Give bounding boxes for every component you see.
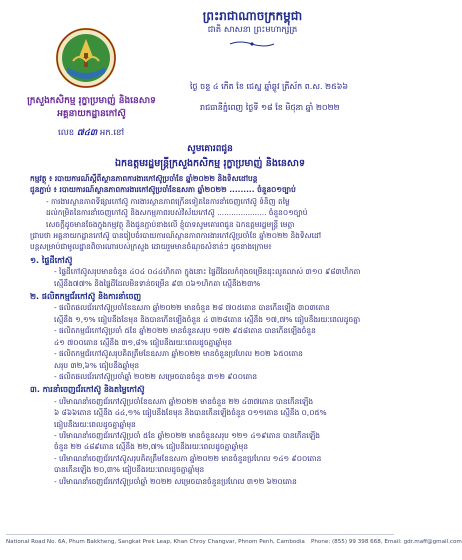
kingdom-header [150, 8, 355, 36]
body-line: - ការងារស្ថានភាពទីផ្សារកៅស៊ូ ការងារស្ថានភាពក្រើនទៀតនៃការនាំចេញកៅស៊ូ ទំនិញ តម្លៃ [46, 196, 290, 206]
footer-contact: Phone: (855) 99 398 668, Email: gdr.maff@gmail.com [311, 539, 462, 545]
kingdom-motto: ជាតិ សាសនា ព្រះមហាក្សត្រ [207, 25, 298, 35]
body-line: ធៀបនឹងរយៈពេលដូចគ្នាឆ្នាំមុន [54, 419, 136, 429]
body-line: ជ្រាបថា អគ្គនាយកដ្ឋានកៅស៊ូ បានរៀបចំរបាយការណ៍ស្ថានភាពការងារកៅស៊ូប្រចាំខែ ឆ្នាំ២០២២ និងទិសដៅ [30, 231, 321, 241]
ministry-emblem-icon [55, 27, 117, 89]
doc-number-prefix: លេខ [58, 128, 75, 138]
body-line: សេចក្តីដូចមានចែងក្នុងកម្មវត្ថុ និងជូនភ្ជាប់ខាងលើ ខ្ញុំបាទសូមគោរពជូន ឯកឧត្តមរដ្ឋមន្ត្រី មេត្តា [46, 219, 295, 229]
lunar-date-line: ថ្ងៃ ចន្ទ ៤ កើត ខែ ជេស្ឋ ឆ្នាំឆ្លូវ ត្រីស័ក ព.ស. ២៥៦៦ [190, 82, 349, 91]
body-line: ជូនភ្ជាប់ ៖ របាយការណ៍ស្ថានភាពការងារកៅស៊ូប្រចាំខែឧសភា ឆ្នាំ២០២២ ......... ចំនួន០១ច្បាប់ [30, 185, 296, 195]
body-line: ស្មើនឹង ១,១% ធៀបនឹងខែមុន និងបានកើនឡើងចំនួន ៤ ៣២៨តោន ស្មើនឹង ១៧,៧% ធៀបនឹងរយៈពេលដូចគ្នា [54, 314, 361, 324]
document-number [58, 128, 124, 140]
body-line: សរុប ៣២,៦% ធៀបនឹងឆ្នាំមុន [54, 360, 140, 370]
body-line: - បរិមាណនាំចេញជ័រកៅស៊ូប្រចាំឆ្នាំ ២០២២ សម្រេចបានចំនួនប្រហែល ៣១២ ៦២០តោន [54, 476, 297, 486]
body-line: - បរិមាណនាំចេញជ័រកៅស៊ូប្រចាំខែឧសភា ឆ្នាំ២០២២ មានចំនួន ២២ ៤៣៧តោន បានកើនឡើង [54, 396, 314, 406]
body-line: បន្តសម្រាប់ជាមូលដ្ឋានពិចារណារបស់ក្រសួង ដោយរួមមានចំណុចសំខាន់ៗ ដូចខាងក្រោម៖ [30, 242, 272, 252]
body-line: ៤១ ៧០០តោន ស្មើនឹង ៣១,៨% ធៀបនឹងរយៈពេលដូចគ្នាឆ្នាំមុន [54, 337, 232, 347]
doc-number-handwritten: ៧៤៣ [76, 128, 98, 138]
ministry-department: អគ្គនាយកដ្ឋានកៅស៊ូ [57, 109, 126, 119]
body-line: ៦ ៨៦៦តោន ស្មើនឹង ៤៤,១% ធៀបនឹងខែមុន និងបានកើនឡើងចំនួន ០១១តោន ស្មើនឹង ០,០៥% [54, 408, 327, 418]
body-line: - ផ្ទៃដីកៅស៊ូសរុបមានចំនួន ៤០៤ ០៤៤ហិកតា ក្នុងនោះ ផ្ទៃដីដែលកំពុងចម្រើនដុះលូតលាស់ ៣១០ ៩៨៣ហិកតា [54, 267, 361, 277]
ornament-divider-icon [228, 40, 276, 48]
body-line: - ផលិតផលជ័រកៅស៊ូប្រចាំឆ្នាំ ២០២២ សម្រេចបានចំនួន ៣១២ ៩០០តោន [54, 371, 258, 381]
place-date-line: រាជធានីភ្នំពេញ ថ្ងៃទី ១៨ ខែ មិថុនា ឆ្នាំ ២០២២ [200, 103, 340, 112]
body-line: - បរិមាណនាំចេញជ័រកៅស៊ូប្រចាំ ៥ខែ ឆ្នាំ២០២២ មានចំនួនសរុប ១២១ ៤១៩តោន បានកើនឡើង [54, 430, 320, 440]
body-line: - ផលិតផលជ័រកៅស៊ូប្រចាំខែឧសភា ឆ្នាំ២០២២ មានចំនួន ២៨ ៧០៥តោន បានកើនឡើង ៣០៣តោន [54, 303, 330, 313]
body-line: បានកើនឡើង ២០,៣% ធៀបនឹងរយៈពេលដូចគ្នាឆ្នាំមុន [54, 465, 205, 475]
doc-number-suffix: អក.ខៅ [99, 128, 125, 138]
kingdom-title: ព្រះរាជាណាចក្រកម្ពុជា [202, 9, 303, 23]
section-heading: ១. ផ្ទៃដីកៅស៊ូ [30, 255, 73, 265]
footer-address: National Road No. 6A, Phum Bakkheng, Sangkat Prek Leap, Khan Chroy Changvar, Phnom Penh, Cambodia [6, 539, 305, 545]
body-line: ស្មើនឹង៧៧% និងផ្ទៃដីដែលមិនទាន់ចម្រើន ៩៣ ០៦១ហិកតា ស្មើនឹង២៣% [54, 278, 261, 288]
ministry-name: ក្រសួងកសិកម្ម រុក្ខាប្រមាញ់ និងនេសាទ [27, 96, 156, 106]
body-line: - ផលិតកម្មជ័រកៅស៊ូសរុបគិតត្រឹមខែឧសភា ឆ្នាំ២០២២ មានចំនួនប្រហែល ២០២ ៦៥០តោន [54, 349, 303, 359]
body-line: ចំនួន ២២ ៤៨៩តោន ស្មើនឹង ២២,៧% ធៀបនឹងរយៈពេលដូចគ្នាឆ្នាំមុន [54, 442, 249, 452]
body-line: - ផលិតកម្មជ័រកៅស៊ូប្រចាំ ៥ខែ ឆ្នាំ២០២២ មានចំនួនសរុប ១៧២ ៩៥៨តោន បានកើនឡើងចំនួន [54, 326, 316, 336]
section-heading: ២. ផលិតកម្មជ័រកៅស៊ូ និងការនាំចេញ [30, 292, 142, 302]
body-line: ដល់កម្រិតនៃការនាំចេញកៅស៊ូ និងសកម្មភាពរបស់វិស័យកៅស៊ូ ..................... ចំនួន០១ច្បាប់ [46, 208, 308, 218]
body-line: កម្មវត្ថុ ៖ របាយការណ៍ស្តីពីស្ថានភាពការងារកៅស៊ូប្រចាំខែ ឆ្នាំ២០២២ និងទិសដៅបន្ត [30, 174, 258, 183]
ministry-block [14, 95, 169, 121]
salutation: សូមគោរពជូន [187, 144, 233, 154]
document-body [30, 173, 375, 487]
section-heading: ៣. ការនាំចេញជ័រកៅស៊ូ និងតម្លៃកៅស៊ូ [30, 385, 145, 395]
addressee-title: ឯកឧត្តមរដ្ឋមន្ត្រីក្រសួងកសិកម្ម រុក្ខាប្រមាញ់ និងនេសាទ [115, 158, 305, 169]
footer [6, 534, 462, 545]
body-line: - បរិមាណនាំចេញជ័រកៅស៊ូសរុបគិតត្រឹមខែឧសភា ឆ្នាំ២០២២ មានចំនួនប្រហែល ១៤១ ៩០០តោន [54, 453, 322, 463]
